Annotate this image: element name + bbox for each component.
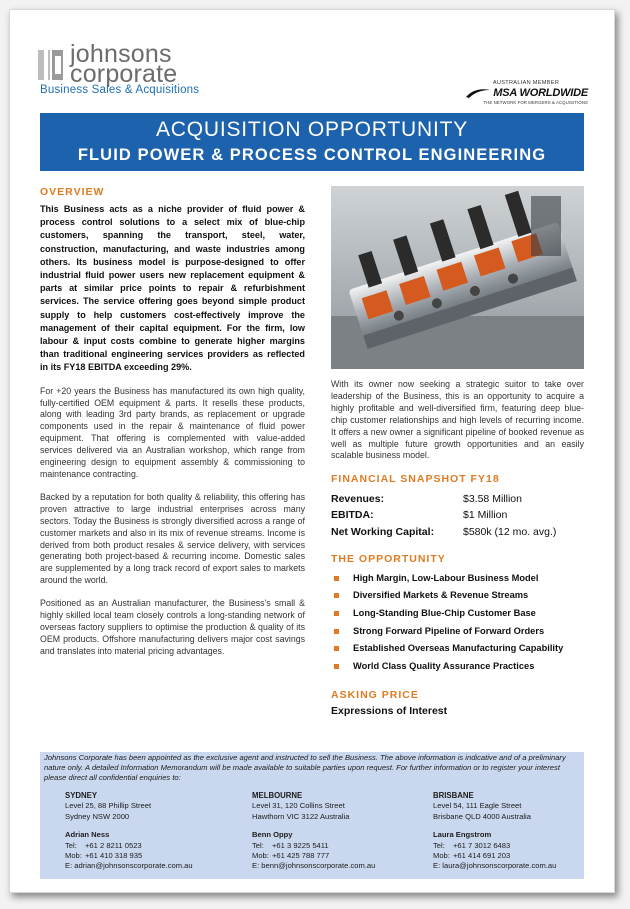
hydraulic-valve-photo (331, 186, 584, 369)
asking-price-value: Expressions of Interest (331, 705, 448, 718)
msa-name: MSA WORLDWIDE (493, 87, 588, 99)
financial-label: EBITDA: (331, 509, 374, 522)
overview-paragraph-3: Positioned as an Australian manufacturer, the Business's small & highly skilled local team closely controls a long-standing network of overseas factory suppliers to optimise the production & quality of its OEM products. Offshore manufacturing delivers major cost savings and translates into material pricing advantages. (40, 598, 305, 656)
opportunity-text: Long-Standing Blue-Chip Customer Base (353, 608, 536, 619)
left-column (40, 186, 305, 669)
office-address-2: Brisbane QLD 4000 Australia (433, 811, 531, 821)
logo-line-1: johnsons (70, 40, 172, 68)
office-city: BRISBANE (433, 791, 474, 800)
office-address-2: Hawthorn VIC 3122 Australia (252, 811, 350, 821)
financial-row-revenues (331, 490, 584, 507)
office-address-2: Sydney NSW 2000 (65, 811, 130, 821)
list-item (331, 605, 584, 623)
contact-tel[interactable]: +61 3 9225 5411 (272, 840, 329, 850)
list-item (331, 658, 584, 676)
office-city: MELBOURNE (252, 791, 303, 800)
office-melbourne (252, 791, 427, 872)
financial-value: $580k (12 mo. avg.) (463, 525, 557, 538)
contact-email[interactable]: E: adrian@johnsonscorporate.com.au (65, 861, 193, 871)
financial-value: $1 Million (463, 509, 508, 522)
mob-label: Mob: (65, 851, 82, 861)
office-address-1: Level 31, 120 Collins Street (252, 801, 345, 811)
asking-price-heading: ASKING PRICE (331, 689, 419, 702)
financial-value: $3.58 Million (463, 492, 522, 505)
list-item (331, 587, 584, 605)
opportunity-text: Strong Forward Pipeline of Forward Orders (353, 625, 545, 636)
financial-label: Net Working Capital: (331, 525, 435, 538)
contact-email[interactable]: E: benn@johnsonscorporate.com.au (252, 861, 376, 871)
right-intro-paragraph: With its owner now seeking a strategic suitor to take over leadership of the Business, this is an opportunity to acquire a highly profitable and well-diversified firm, featuring deep blue-chip customer relationships and high levels of recurring income. It offers a new owner a significant pipeline of booked revenue as well as multiple future growth opportunities and an easily scalable business model. (331, 379, 584, 461)
list-item (331, 623, 584, 641)
flyer-sheet (9, 9, 615, 893)
contact-tel[interactable]: +61 2 8211 0523 (85, 840, 142, 850)
company-logo-text (70, 40, 178, 88)
bullet-square-icon (334, 576, 339, 581)
opportunity-text: World Class Quality Assurance Practices (353, 660, 535, 671)
bullet-square-icon (334, 593, 339, 598)
tel-label: Tel: (65, 840, 77, 850)
list-item (331, 570, 584, 588)
banner-subtitle: FLUID POWER & PROCESS CONTROL ENGINEERING (77, 146, 547, 164)
financial-snapshot-heading: FINANCIAL SNAPSHOT FY18 (331, 473, 500, 486)
contact-name: Benn Oppy (252, 830, 293, 840)
office-brisbane (433, 791, 608, 872)
tel-label: Tel: (252, 840, 264, 850)
msa-tagline: THE NETWORK FOR MERGERS & ACQUISITIONS (483, 100, 588, 105)
opportunity-list (331, 570, 584, 676)
tel-label: Tel: (433, 840, 445, 850)
office-city: SYDNEY (65, 791, 98, 800)
financial-label: Revenues: (331, 492, 385, 505)
bullet-square-icon (334, 664, 339, 669)
contact-mobile[interactable]: +61 425 788 777 (272, 851, 330, 861)
contact-mobile[interactable]: +61 414 691 203 (453, 851, 511, 861)
logo-subtitle: Business Sales & Acquisitions (40, 84, 200, 96)
msa-logo (464, 86, 588, 100)
logo-line-2: corporate (70, 60, 178, 88)
mob-label: Mob: (433, 851, 450, 861)
opportunity-text: High Margin, Low-Labour Business Model (353, 572, 539, 583)
contact-mobile[interactable]: +61 410 318 935 (85, 851, 143, 861)
contact-tel[interactable]: +61 7 3012 6483 (453, 840, 511, 850)
msa-member-label: AUSTRALIAN MEMBER (492, 80, 560, 86)
contact-name: Adrian Ness (65, 830, 110, 840)
bullet-square-icon (334, 629, 339, 634)
msa-member-badge (464, 80, 588, 105)
banner-title: ACQUISITION OPPORTUNITY (155, 118, 469, 141)
bullet-square-icon (334, 611, 339, 616)
office-address-1: Level 25, 88 Phillip Street (65, 801, 152, 811)
opportunity-text: Diversified Markets & Revenue Streams (353, 590, 529, 601)
contact-email[interactable]: E: laura@johnsonscorporate.com.au (433, 861, 557, 871)
overview-lead-paragraph: This Business acts as a niche provider of fluid power & process control solutions to a select mix of blue-chip customers, spanning the transport, steel, water, construction, manufacturing, and waste industries among others. Its business model is purpose-designed to offer industrial fluid power users new replacement equipment & parts at similar price points to repair & refurbishment services. The service offering goes beyond simple product supply to help customers cost-effectively improve the management of their capital equipment. For the firm, low labour & input costs combine to generate higher margins than traditional engineering services providers as reflected in its FY18 EBITDA exceeding 29%. (40, 204, 305, 373)
footer-disclaimer: Johnsons Corporate has been appointed as the exclusive agent and instructed to sell the Business. The above information is indicative and of a preliminary nature only. A detailed Information Memorandum will be made available to suitable parties upon request. For further information or to register your interest please direct all confidential enquiries to: (44, 753, 566, 783)
bullet-square-icon (334, 646, 339, 651)
msa-swoosh-icon (465, 87, 491, 99)
office-sydney (65, 791, 240, 872)
office-address-1: Level 54, 111 Eagle Street (433, 801, 522, 811)
overview-paragraph-2: Backed by a reputation for both quality & reliability, this offering has proven attractive to large industrial enterprises across many sectors. Today the Business is strongly diversified across a range of customer markets and also in its mix of revenue streams. Income is derived from both product resales & service delivery, with services generating both project-based & recurring income. Domestic sales are supplemented by a long track record of export sales to markets around the world. (40, 491, 305, 586)
title-banner (40, 113, 584, 171)
financial-row-working-capital (331, 523, 584, 540)
financial-row-ebitda (331, 507, 584, 524)
johnsons-logo-icon (38, 48, 64, 88)
opportunity-text: Established Overseas Manufacturing Capability (353, 643, 564, 654)
list-item (331, 640, 584, 658)
overview-heading: OVERVIEW (40, 186, 105, 198)
mob-label: Mob: (252, 851, 269, 861)
opportunity-heading: THE OPPORTUNITY (331, 552, 446, 565)
right-column (331, 186, 584, 717)
overview-paragraph-1: For +20 years the Business has manufactured its own high quality, fully-certified OEM equipment & parts. It resells these products, along with leading 3rd party brands, as replacement or upgrade components used in the repair & maintenance of fluid power equipment. That offering is complemented with value-added services delivered via an Australian workshop, which range from engineering design to equipment assembly & commissioning to maintenance contracting. (40, 385, 305, 479)
financial-snapshot-table (331, 490, 584, 540)
contact-name: Laura Engstrom (433, 830, 492, 840)
